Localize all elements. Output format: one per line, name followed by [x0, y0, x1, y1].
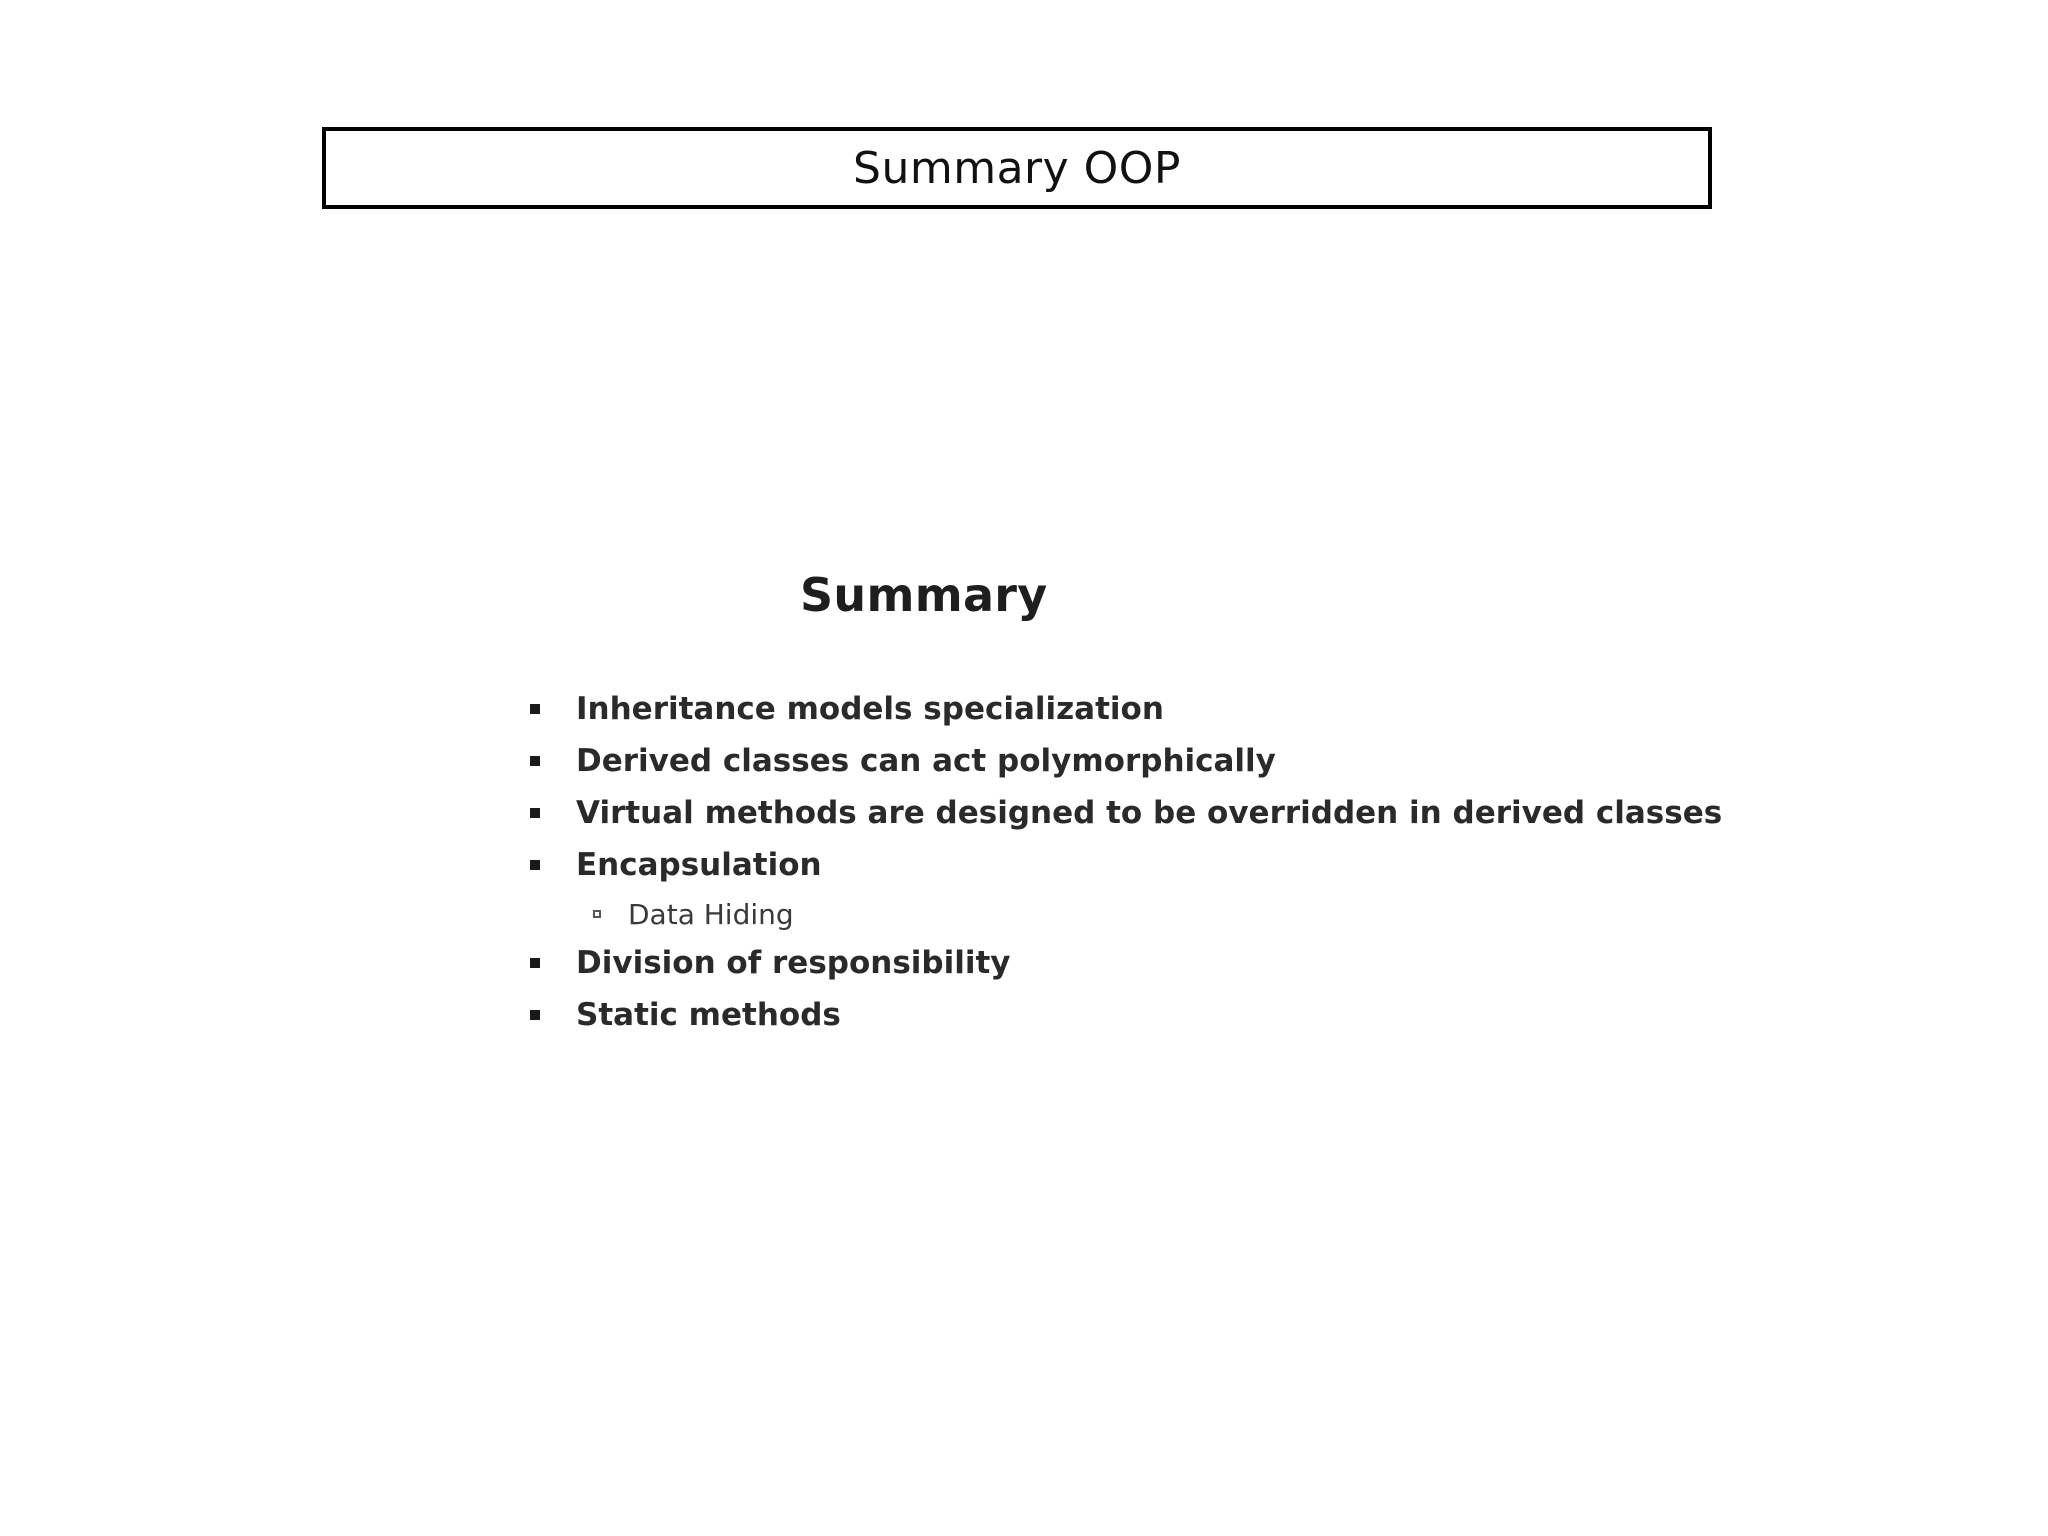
list-item-text: Division of responsibility: [576, 945, 1011, 981]
square-bullet-icon: [530, 860, 540, 870]
slide-title-box: [322, 127, 1712, 209]
list-item: [530, 839, 1722, 891]
square-bullet-icon: [530, 756, 540, 766]
sub-list-item: [530, 891, 1722, 937]
list-item-text: Derived classes can act polymorphically: [576, 743, 1276, 779]
list-item-text: Inheritance models specialization: [576, 691, 1164, 727]
slide-title: Summary OOP: [853, 142, 1181, 194]
list-item: [530, 735, 1722, 787]
square-bullet-icon: [530, 1010, 540, 1020]
list-item: [530, 683, 1722, 735]
list-item-text: Static methods: [576, 997, 841, 1033]
square-bullet-icon: [530, 704, 540, 714]
list-item-text: Encapsulation: [576, 847, 822, 883]
summary-heading: Summary: [800, 568, 1048, 622]
hollow-square-bullet-icon: [593, 910, 601, 918]
square-bullet-icon: [530, 808, 540, 818]
list-item: [530, 937, 1722, 989]
list-item-text: Virtual methods are designed to be overridden in derived classes: [576, 795, 1723, 831]
list-item: [530, 989, 1722, 1041]
summary-bullet-list: [530, 683, 1722, 1041]
square-bullet-icon: [530, 958, 540, 968]
list-item: [530, 787, 1722, 839]
sub-list-item-text: Data Hiding: [628, 897, 794, 931]
